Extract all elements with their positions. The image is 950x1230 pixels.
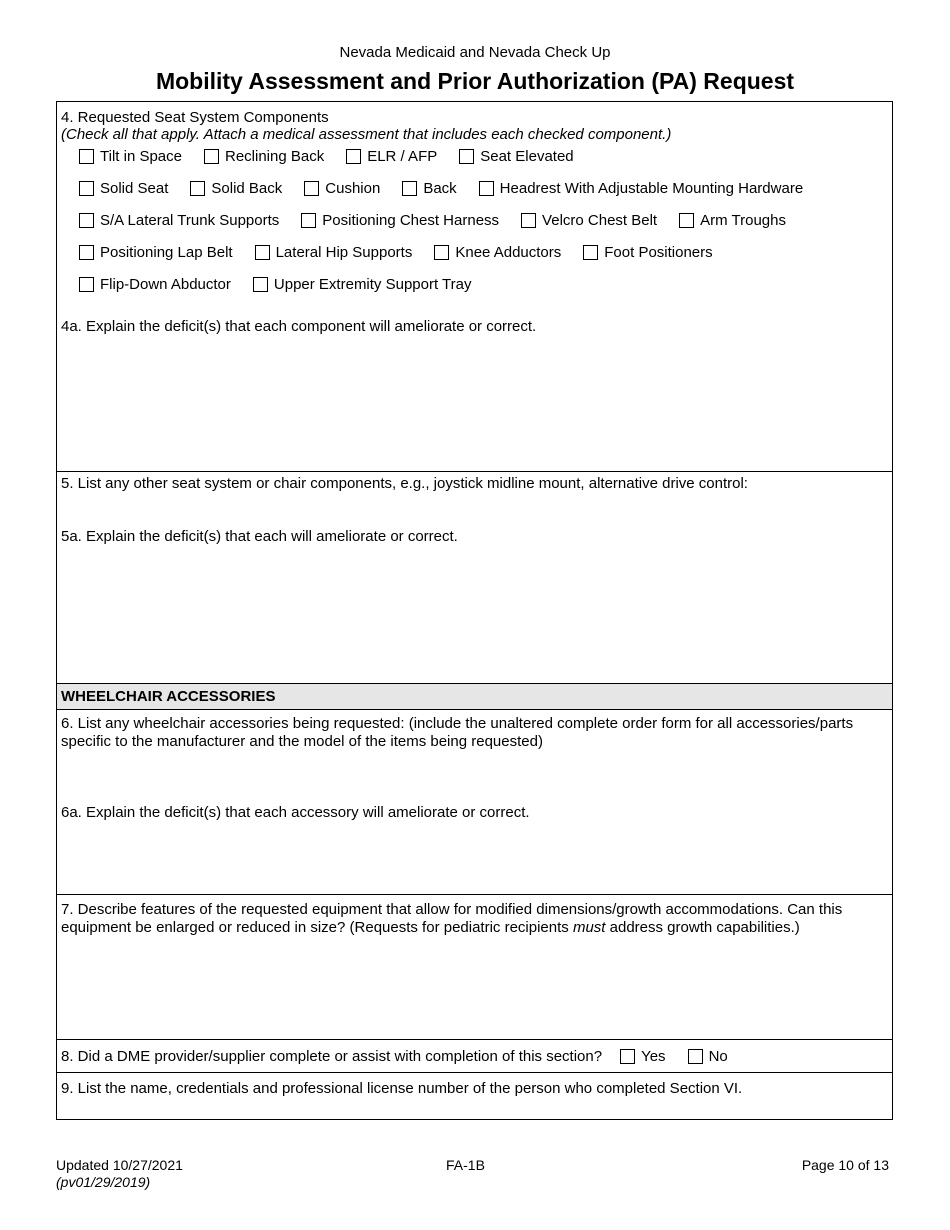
accessories-heading: WHEELCHAIR ACCESSORIES	[61, 688, 276, 705]
q5a-label: 5a. Explain the deficit(s) that each will ameliorate or correct.	[61, 528, 458, 545]
q8-row	[61, 1048, 750, 1065]
section-6	[57, 709, 892, 894]
checkbox-box[interactable]	[204, 149, 219, 164]
checkbox-label: Flip-Down Abductor	[100, 275, 231, 293]
checkbox-box[interactable]	[79, 181, 94, 196]
q8-no-option[interactable]	[688, 1048, 728, 1065]
q8-yes-label: Yes	[641, 1048, 666, 1065]
section-9	[57, 1072, 892, 1120]
q8-label: 8. Did a DME provider/supplier complete or assist with completion of this section?	[61, 1048, 603, 1065]
checkbox-option[interactable]	[304, 180, 380, 197]
footer-form-id: FA-1B	[446, 1157, 485, 1173]
checkbox-box[interactable]	[346, 149, 361, 164]
checkbox-option[interactable]	[79, 212, 279, 229]
checkbox-option[interactable]	[79, 148, 182, 165]
checkbox-box[interactable]	[679, 213, 694, 228]
q6a-label: 6a. Explain the deficit(s) that each accessory will ameliorate or correct.	[61, 804, 530, 821]
checkbox-label: Upper Extremity Support Tray	[273, 275, 472, 293]
q7-label	[61, 901, 887, 937]
checkbox-box[interactable]	[479, 181, 494, 196]
checkbox-row	[79, 242, 735, 262]
checkbox-box[interactable]	[255, 245, 270, 260]
q9-label: 9. List the name, credentials and professional license number of the person who completed Section VI.	[61, 1080, 743, 1097]
footer-page-number: Page 10 of 13	[801, 1157, 889, 1173]
checkbox-box[interactable]	[583, 245, 598, 260]
checkbox-label: Positioning Lap Belt	[100, 243, 233, 261]
assessment-form	[56, 101, 893, 1120]
checkbox-option[interactable]	[346, 148, 437, 165]
checkbox-option[interactable]	[255, 244, 413, 261]
checkbox-label: Solid Seat	[100, 179, 169, 197]
checkbox-option[interactable]	[301, 212, 499, 229]
checkbox-row	[79, 146, 596, 166]
checkbox-label: Headrest With Adjustable Mounting Hardware	[499, 179, 804, 197]
checkbox-row	[79, 210, 808, 230]
footer-dates	[56, 1157, 183, 1191]
checkbox-option[interactable]	[79, 244, 233, 261]
checkbox-option[interactable]	[459, 148, 573, 165]
q7-text-after: address growth capabilities.)	[605, 919, 800, 936]
checkbox-box[interactable]	[79, 213, 94, 228]
checkbox-box[interactable]	[79, 149, 94, 164]
checkbox-label: ELR / AFP	[367, 147, 438, 165]
section-5	[57, 471, 892, 683]
q5-label: 5. List any other seat system or chair components, e.g., joystick midline mount, alternative drive control:	[61, 475, 748, 492]
checkbox-label: Back	[423, 179, 457, 197]
checkbox-box[interactable]	[253, 277, 268, 292]
checkbox-box[interactable]	[402, 181, 417, 196]
section-7	[57, 894, 892, 1039]
footer-version: (pv01/29/2019)	[56, 1174, 151, 1190]
checkbox-label: Velcro Chest Belt	[542, 211, 658, 229]
checkbox-box[interactable]	[190, 181, 205, 196]
checkbox-label: S/A Lateral Trunk Supports	[100, 211, 280, 229]
checkbox-label: Positioning Chest Harness	[322, 211, 500, 229]
checkbox-option[interactable]	[521, 212, 657, 229]
accessories-heading-band	[57, 683, 892, 709]
q6-label: 6. List any wheelchair accessories being requested: (include the unaltered complete order form for all accessories/parts specific to the manufacturer and the model of the items being requested)	[61, 715, 854, 750]
section-4	[57, 102, 892, 471]
checkbox-label: Tilt in Space	[100, 147, 182, 165]
checkbox-box[interactable]	[459, 149, 474, 164]
checkbox-box[interactable]	[434, 245, 449, 260]
q4-instruction: (Check all that apply. Attach a medical assessment that includes each checked component.)	[61, 126, 672, 143]
checkbox-box[interactable]	[79, 245, 94, 260]
checkbox-label: Reclining Back	[224, 147, 325, 165]
checkbox-option[interactable]	[253, 276, 472, 293]
checkbox-row	[79, 274, 493, 294]
checkbox-option[interactable]	[479, 180, 804, 197]
q4-label: 4. Requested Seat System Components	[61, 109, 329, 126]
checkbox-box[interactable]	[688, 1049, 703, 1064]
checkbox-label: Seat Elevated	[480, 147, 574, 165]
checkbox-label: Solid Back	[211, 179, 283, 197]
checkbox-row	[79, 178, 825, 198]
agency-name: Nevada Medicaid and Nevada Check Up	[339, 44, 611, 61]
q8-yes-option[interactable]	[620, 1048, 665, 1065]
checkbox-option[interactable]	[679, 212, 786, 229]
section-8	[57, 1039, 892, 1072]
checkbox-option[interactable]	[204, 148, 324, 165]
footer-updated: Updated 10/27/2021	[56, 1157, 183, 1173]
q7-emphasis: must	[572, 919, 606, 936]
checkbox-option[interactable]	[434, 244, 561, 261]
checkbox-label: Lateral Hip Supports	[275, 243, 413, 261]
checkbox-label: Foot Positioners	[604, 243, 713, 261]
checkbox-label: Arm Troughs	[700, 211, 786, 229]
checkbox-box[interactable]	[301, 213, 316, 228]
checkbox-box[interactable]	[620, 1049, 635, 1064]
checkbox-label: Cushion	[325, 179, 381, 197]
checkbox-option[interactable]	[583, 244, 712, 261]
checkbox-box[interactable]	[79, 277, 94, 292]
checkbox-box[interactable]	[521, 213, 536, 228]
page-title: Mobility Assessment and Prior Authorization (PA) Request	[155, 68, 795, 94]
q8-no-label: No	[708, 1048, 728, 1065]
q7-text-before: 7. Describe features of the requested equipment that allow for modified dimensions/growth accommodations. Can this equipment be enlarged or reduced in size? (Requests for pediatric recipients	[61, 901, 843, 936]
checkbox-box[interactable]	[304, 181, 319, 196]
checkbox-option[interactable]	[79, 276, 231, 293]
checkbox-option[interactable]	[79, 180, 168, 197]
checkbox-option[interactable]	[190, 180, 282, 197]
q4a-label: 4a. Explain the deficit(s) that each component will ameliorate or correct.	[61, 318, 537, 335]
checkbox-option[interactable]	[402, 180, 456, 197]
checkbox-label: Knee Adductors	[455, 243, 562, 261]
